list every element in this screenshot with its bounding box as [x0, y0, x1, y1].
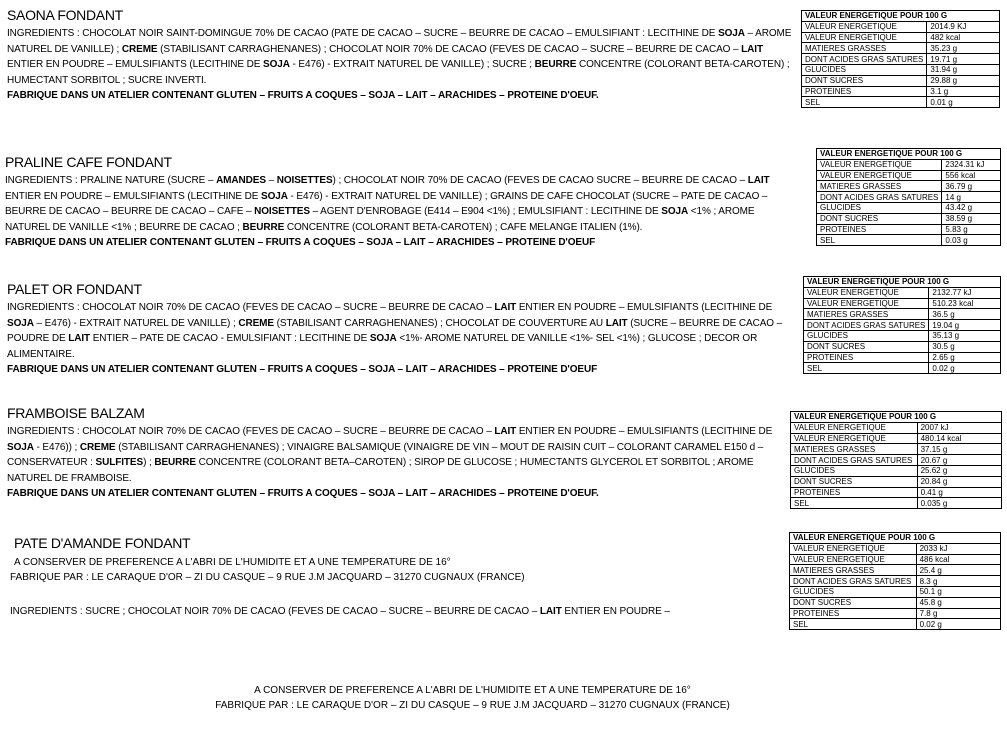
- nutrient-value: 0.41 g: [917, 487, 1001, 498]
- allergen-word: SOJA: [263, 59, 290, 71]
- ingredient-segment: ) ;: [143, 457, 155, 469]
- nutrition-row: [790, 597, 1001, 608]
- nutrition-row: [817, 170, 1001, 181]
- nutrient-value: 0.03 g: [942, 235, 1001, 246]
- allergen-word: NOISETTES: [276, 175, 333, 186]
- nutrition-row: [804, 352, 1001, 363]
- allergen-word: CREME: [79, 441, 116, 453]
- allergen-warning: FABRIQUE DANS UN ATELIER CONTENANT GLUTEN – FRUITS A COQUES – SOJA – LAIT – ARACHIDES – PROTEINE D'OEUF: [7, 364, 598, 376]
- ingredient-segment: <1%- AROME NATUREL DE VANILLE <1%- SEL <1%) ; GLUCOSE ; DECOR OR ALIMENTAIRE.: [7, 333, 758, 360]
- nutrient-value: 50.1 g: [916, 586, 1000, 597]
- nutrient-label: SEL: [790, 619, 917, 630]
- allergen-word: SULFITES: [95, 457, 144, 469]
- nutrient-label: VALEUR ENERGETIQUE: [791, 433, 918, 444]
- nutrient-label: DONT ACIDES GRAS SATURES: [802, 54, 927, 65]
- allergen-word: SOJA: [7, 317, 34, 329]
- nutrient-label: DONT SUCRES: [802, 75, 927, 86]
- allergen-word: BEURRE: [534, 59, 577, 71]
- ingredient-segment: ENTIER EN POUDRE – EMULSIFIANTS (LECITHINE DE: [516, 426, 773, 437]
- nutrition-row: [791, 498, 1002, 509]
- ingredient-segment: - E476)) ;: [33, 441, 80, 453]
- ingredient-segment: CONCENTRE (COLORANT BETA-CAROTEN) ; CAFE MELANGE ITALIEN (1%).: [284, 221, 643, 233]
- nutrient-value: 30.5 g: [929, 341, 1001, 352]
- nutrient-label: DONT ACIDES GRAS SATURES: [791, 455, 918, 466]
- nutrition-row: [802, 64, 1000, 75]
- ingredient-segment: CONCENTRE (COLORANT BETA–CAROTEN) ; SIROP DE GLUCOSE ; HUMECTANTS GLYCEROL ET SORBITOL ; AROME NATUREL DE FRAMBOISE.: [7, 457, 754, 484]
- nutrient-label: VALEUR ENERGETIQUE: [790, 554, 917, 565]
- ingredient-segment: - E476) - EXTRAIT NATUREL DE VANILLE) ; GRAINS DE CAFE CHOCOLAT (SUCRE – PATE DE CACAO – BEURRE DE CACAO – BEURRE DE CACAO – CAFE –: [5, 190, 768, 218]
- ingredients-block: [7, 300, 787, 378]
- nutrient-label: GLUCIDES: [804, 330, 929, 341]
- nutrition-row: [790, 554, 1001, 565]
- nutrient-label: DONT ACIDES GRAS SATURES: [790, 576, 917, 587]
- nutrition-row: [791, 476, 1002, 487]
- nutrition-row: [817, 202, 1001, 213]
- nutrition-row: [802, 86, 1000, 97]
- nutrient-label: VALEUR ENERGETIQUE: [817, 170, 942, 181]
- allergen-word: SOJA: [261, 190, 288, 202]
- nutrient-label: MATIERES GRASSES: [790, 565, 917, 576]
- nutrient-label: DONT SUCRES: [817, 213, 942, 224]
- ingredient-segment: (SUCRE – BEURRE DE CACAO – POUDRE DE: [7, 317, 783, 345]
- nutrition-row: [791, 455, 1002, 466]
- allergen-word: LAIT: [68, 333, 91, 345]
- nutrient-label: MATIERES GRASSES: [791, 444, 918, 455]
- nutrition-row: [791, 465, 1002, 476]
- nutrient-value: 20.84 g: [917, 476, 1001, 487]
- allergen-warning: FABRIQUE DANS UN ATELIER CONTENANT GLUTEN – FRUITS A COQUES – SOJA – LAIT – ARACHIDES – PROTEINE D'OEUF.: [7, 488, 599, 500]
- nutrient-label: MATIERES GRASSES: [804, 309, 929, 320]
- nutrient-label: PROTEINES: [790, 608, 917, 619]
- ingredient-segment: ENTIER EN POUDRE – EMULSIFIANTS (LECITHINE DE: [516, 302, 773, 313]
- nutrient-label: PROTEINES: [804, 352, 929, 363]
- allergen-word: LAIT: [741, 43, 763, 55]
- nutrition-row: [817, 181, 1001, 192]
- ingredient-segment: INGREDIENTS : CHOCOLAT NOIR 70% DE CACAO (FEVES DE CACAO – SUCRE – BEURRE DE CACAO –: [7, 426, 495, 437]
- nutrition-table: [803, 276, 1001, 374]
- nutrition-header: VALEUR ENERGETIQUE POUR 100 G: [817, 149, 1001, 160]
- ingredient-segment: INGREDIENTS : CHOCOLAT NOIR SAINT-DOMINGUE 70% DE CACAO (PATE DE CACAO – SUCRE – BEURRE DE CACAO – EMULSIFIANT : LECITHINE DE: [7, 28, 719, 39]
- nutrition-row: [804, 330, 1001, 341]
- ingredient-segment: (STABILISANT CARRAGHENANES) ; CHOCOLAT NOIR 70% DE CACAO (FEVES DE CACAO – SUCRE – BEURRE DE CACAO –: [157, 43, 742, 55]
- allergen-word: AMANDES: [216, 175, 266, 186]
- nutrient-label: SEL: [802, 97, 927, 108]
- ingredient-segment: ENTIER EN POUDRE –: [561, 606, 670, 617]
- nutrition-table: [816, 148, 1001, 246]
- nutrient-label: VALEUR ENERGETIQUE: [804, 298, 929, 309]
- nutrient-value: 14 g: [942, 192, 1001, 203]
- nutrition-row: [802, 43, 1000, 54]
- nutrient-value: 20.67 g: [917, 455, 1001, 466]
- nutrition-row: [791, 487, 1002, 498]
- nutrient-value: 3.1 g: [927, 86, 1000, 97]
- nutrient-value: 45.8 g: [916, 597, 1000, 608]
- product-title: FRAMBOISE BALZAM: [7, 405, 145, 421]
- nutrient-value: 43.42 g: [942, 202, 1001, 213]
- nutrient-value: 0.01 g: [927, 97, 1000, 108]
- nutrient-value: 36.5 g: [929, 309, 1001, 320]
- nutrition-row: [804, 287, 1001, 298]
- nutrient-value: 556 kcal: [942, 170, 1001, 181]
- footer-manufacturer: FABRIQUE PAR : LE CARAQUE D'OR – ZI DU CASQUE – 9 RUE J.M JACQUARD – 31270 CUGNAUX (FRANCE): [215, 700, 730, 711]
- nutrition-row: [802, 54, 1000, 65]
- nutrient-value: 2324.31 kJ: [942, 159, 1001, 170]
- nutrient-value: 2007 kJ: [917, 422, 1001, 433]
- allergen-word: BEURRE: [242, 221, 285, 233]
- allergen-word: LAIT: [539, 606, 562, 617]
- nutrient-value: 36.79 g: [942, 181, 1001, 192]
- nutrient-value: 2033 kJ: [916, 543, 1000, 554]
- nutrient-label: GLUCIDES: [790, 586, 917, 597]
- ingredient-segment: ENTIER EN POUDRE – EMULSIFIANTS (LECITHINE DE: [7, 59, 263, 71]
- allergen-word: CREME: [238, 317, 274, 329]
- nutrition-row: [804, 363, 1001, 374]
- nutrition-header: VALEUR ENERGETIQUE POUR 100 G: [804, 277, 1001, 288]
- nutrient-value: 2014.9 KJ: [927, 21, 1000, 32]
- ingredient-segment: –: [265, 175, 277, 186]
- nutrient-value: 35.13 g: [929, 330, 1001, 341]
- product-title: PATE D'AMANDE FONDANT: [14, 535, 191, 551]
- nutrient-value: 25.62 g: [917, 465, 1001, 476]
- nutrition-row: [791, 444, 1002, 455]
- ingredient-segment: INGREDIENTS : CHOCOLAT NOIR 70% DE CACAO (FEVES DE CACAO – SUCRE – BEURRE DE CACAO –: [7, 302, 495, 313]
- ingredient-segment: – AGENT D'ENROBAGE (E414 – E904 <1%) ; EMULSIFIANT : LECITHINE DE: [309, 206, 662, 218]
- nutrition-row: [790, 619, 1001, 630]
- nutrition-row: [804, 309, 1001, 320]
- nutrient-label: SEL: [791, 498, 918, 509]
- nutrition-row: [804, 298, 1001, 309]
- nutrition-table: [790, 411, 1002, 509]
- allergen-word: CREME: [121, 43, 158, 55]
- nutrition-header: VALEUR ENERGETIQUE POUR 100 G: [790, 533, 1001, 544]
- nutrition-row: [790, 608, 1001, 619]
- allergen-warning: FABRIQUE DANS UN ATELIER CONTENANT GLUTEN – FRUITS A COQUES – SOJA – LAIT – ARACHIDES – PROTEINE D'OEUF: [5, 237, 596, 249]
- product-title: PRALINE CAFE FONDANT: [5, 154, 172, 170]
- nutrient-label: GLUCIDES: [802, 64, 927, 75]
- nutrient-label: SEL: [804, 363, 929, 374]
- nutrition-table: [789, 532, 1001, 630]
- nutrition-row: [817, 192, 1001, 203]
- ingredient-segment: ) ; CHOCOLAT NOIR 70% DE CACAO (FEVES DE CACAO SUCRE – BEURRE DE CACAO –: [332, 175, 748, 186]
- nutrient-label: PROTEINES: [802, 86, 927, 97]
- nutrient-value: 0.035 g: [917, 498, 1001, 509]
- nutrient-label: DONT SUCRES: [790, 597, 917, 608]
- allergen-warning: FABRIQUE DANS UN ATELIER CONTENANT GLUTEN – FRUITS A COQUES – SOJA – LAIT – ARACHIDES – PROTEINE D'OEUF.: [7, 90, 599, 102]
- ingredients-text: [7, 28, 791, 86]
- allergen-word: LAIT: [747, 175, 770, 186]
- ingredient-segment: CONCENTRE (COLORANT BETA-CAROTEN) ; HUMECTANT SORBITOL ; SUCRE INVERTI.: [7, 59, 790, 86]
- nutrient-label: MATIERES GRASSES: [817, 181, 942, 192]
- nutrition-row: [802, 32, 1000, 43]
- nutrient-value: 510.23 kcal: [929, 298, 1001, 309]
- footer: [0, 683, 945, 713]
- ingredient-segment: – AROME NATUREL DE VANILLE) ;: [7, 28, 792, 55]
- allergen-word: NOISETTES: [254, 206, 310, 218]
- nutrient-value: 0.02 g: [929, 363, 1001, 374]
- nutrition-row: [791, 422, 1002, 433]
- ingredients-block: [7, 26, 797, 104]
- nutrient-value: 7.8 g: [916, 608, 1000, 619]
- nutrient-value: 25.4 g: [916, 565, 1000, 576]
- ingredient-segment: (STABILISANT CARRAGHENANES) ; CHOCOLAT DE COUVERTURE AU: [273, 317, 606, 329]
- nutrient-label: DONT SUCRES: [791, 476, 918, 487]
- ingredients-text: [7, 302, 782, 360]
- nutrition-row: [802, 97, 1000, 108]
- nutrient-label: MATIERES GRASSES: [802, 43, 927, 54]
- nutrition-header: VALEUR ENERGETIQUE POUR 100 G: [802, 11, 1000, 22]
- nutrient-label: VALEUR ENERGETIQUE: [790, 543, 917, 554]
- ingredients-text: [7, 426, 772, 484]
- nutrition-row: [817, 159, 1001, 170]
- nutrient-value: 29.88 g: [927, 75, 1000, 86]
- ingredients-block: [10, 604, 790, 620]
- ingredients-text: [10, 606, 670, 617]
- ingredient-segment: - E476) - EXTRAIT NATUREL DE VANILLE) ; SUCRE ;: [289, 59, 535, 71]
- nutrient-value: 38.59 g: [942, 213, 1001, 224]
- nutrient-value: 2.65 g: [929, 352, 1001, 363]
- nutrition-row: [804, 341, 1001, 352]
- nutrient-value: 5.83 g: [942, 224, 1001, 235]
- storage-instructions: A CONSERVER DE PREFERENCE A L'ABRI DE L'HUMIDITE ET A UNE TEMPERATURE DE 16°: [14, 557, 451, 568]
- ingredients-block: [5, 173, 780, 251]
- nutrient-value: 37.15 g: [917, 444, 1001, 455]
- nutrition-row: [802, 75, 1000, 86]
- nutrition-row: [817, 213, 1001, 224]
- allergen-word: SOJA: [7, 441, 34, 453]
- allergen-word: LAIT: [494, 302, 517, 313]
- nutrition-row: [804, 320, 1001, 331]
- nutrient-label: DONT ACIDES GRAS SATURES: [804, 320, 929, 331]
- nutrition-row: [817, 224, 1001, 235]
- nutrition-row: [790, 576, 1001, 587]
- nutrient-value: 2132.77 kJ: [929, 287, 1001, 298]
- nutrient-value: 482 kcal: [927, 32, 1000, 43]
- nutrient-label: PROTEINES: [791, 487, 918, 498]
- nutrition-row: [802, 21, 1000, 32]
- nutrition-row: [790, 565, 1001, 576]
- nutrient-value: 0.02 g: [916, 619, 1000, 630]
- ingredient-segment: ENTIER EN POUDRE – EMULSIFIANTS (LECITHINE DE: [5, 190, 261, 202]
- nutrient-label: PROTEINES: [817, 224, 942, 235]
- nutrient-value: 31.94 g: [927, 64, 1000, 75]
- nutrition-header: VALEUR ENERGETIQUE POUR 100 G: [791, 412, 1002, 423]
- manufacturer-address: FABRIQUE PAR : LE CARAQUE D'OR – ZI DU CASQUE – 9 RUE J.M JACQUARD – 31270 CUGNAUX (FRANCE): [10, 572, 525, 583]
- nutrient-label: VALEUR ENERGETIQUE: [802, 32, 927, 43]
- nutrient-label: VALEUR ENERGETIQUE: [791, 422, 918, 433]
- nutrition-table: [801, 10, 1000, 108]
- ingredient-segment: – E476) - EXTRAIT NATUREL DE VANILLE) ;: [33, 317, 239, 329]
- ingredients-block: [7, 424, 785, 502]
- nutrient-label: GLUCIDES: [791, 465, 918, 476]
- nutrient-value: 8.3 g: [916, 576, 1000, 587]
- nutrient-value: 480.14 kcal: [917, 433, 1001, 444]
- nutrient-value: 19.04 g: [929, 320, 1001, 331]
- ingredient-segment: <1% ; AROME NATUREL DE VANILLE <1% ; BEURRE DE CACAO ;: [5, 206, 755, 233]
- ingredient-segment: ENTIER – PATE DE CACAO - EMULSIFIANT : LECITHINE DE: [90, 333, 370, 345]
- nutrition-row: [790, 543, 1001, 554]
- allergen-word: SOJA: [369, 333, 397, 345]
- allergen-word: SOJA: [661, 206, 689, 218]
- ingredient-segment: INGREDIENTS : SUCRE ; CHOCOLAT NOIR 70% DE CACAO (FEVES DE CACAO – SUCRE – BEURRE DE CACAO –: [10, 606, 540, 617]
- allergen-word: LAIT: [605, 317, 628, 329]
- nutrient-label: GLUCIDES: [817, 202, 942, 213]
- footer-storage: A CONSERVER DE PREFERENCE A L'ABRI DE L'HUMIDITE ET A UNE TEMPERATURE DE 16°: [254, 685, 691, 696]
- nutrient-label: VALEUR ENERGETIQUE: [804, 287, 929, 298]
- nutrient-label: VALEUR ENERGETIQUE: [817, 159, 942, 170]
- nutrition-row: [791, 433, 1002, 444]
- ingredient-segment: INGREDIENTS : PRALINE NATURE (SUCRE –: [5, 175, 217, 186]
- allergen-word: SOJA: [718, 28, 745, 39]
- nutrient-label: VALEUR ENERGETIQUE: [802, 21, 927, 32]
- nutrient-label: SEL: [817, 235, 942, 246]
- allergen-word: BEURRE: [154, 457, 196, 469]
- nutrient-label: DONT ACIDES GRAS SATURES: [817, 192, 942, 203]
- nutrient-value: 486 kcal: [916, 554, 1000, 565]
- nutrient-label: DONT SUCRES: [804, 341, 929, 352]
- ingredients-text: [5, 175, 770, 233]
- nutrient-value: 35.23 g: [927, 43, 1000, 54]
- allergen-word: LAIT: [494, 426, 517, 437]
- ingredient-segment: (STABILISANT CARRAGHENANES) ; VINAIGRE BALSAMIQUE (VINAIGRE DE VIN – MOUT DE RAISIN CUIT – COLORANT CARAMEL E150 d – CONSERVATEUR :: [7, 441, 764, 469]
- nutrition-row: [817, 235, 1001, 246]
- product-title: SAONA FONDANT: [7, 7, 123, 23]
- product-title: PALET OR FONDANT: [7, 281, 142, 297]
- nutrient-value: 19.71 g: [927, 54, 1000, 65]
- nutrition-row: [790, 586, 1001, 597]
